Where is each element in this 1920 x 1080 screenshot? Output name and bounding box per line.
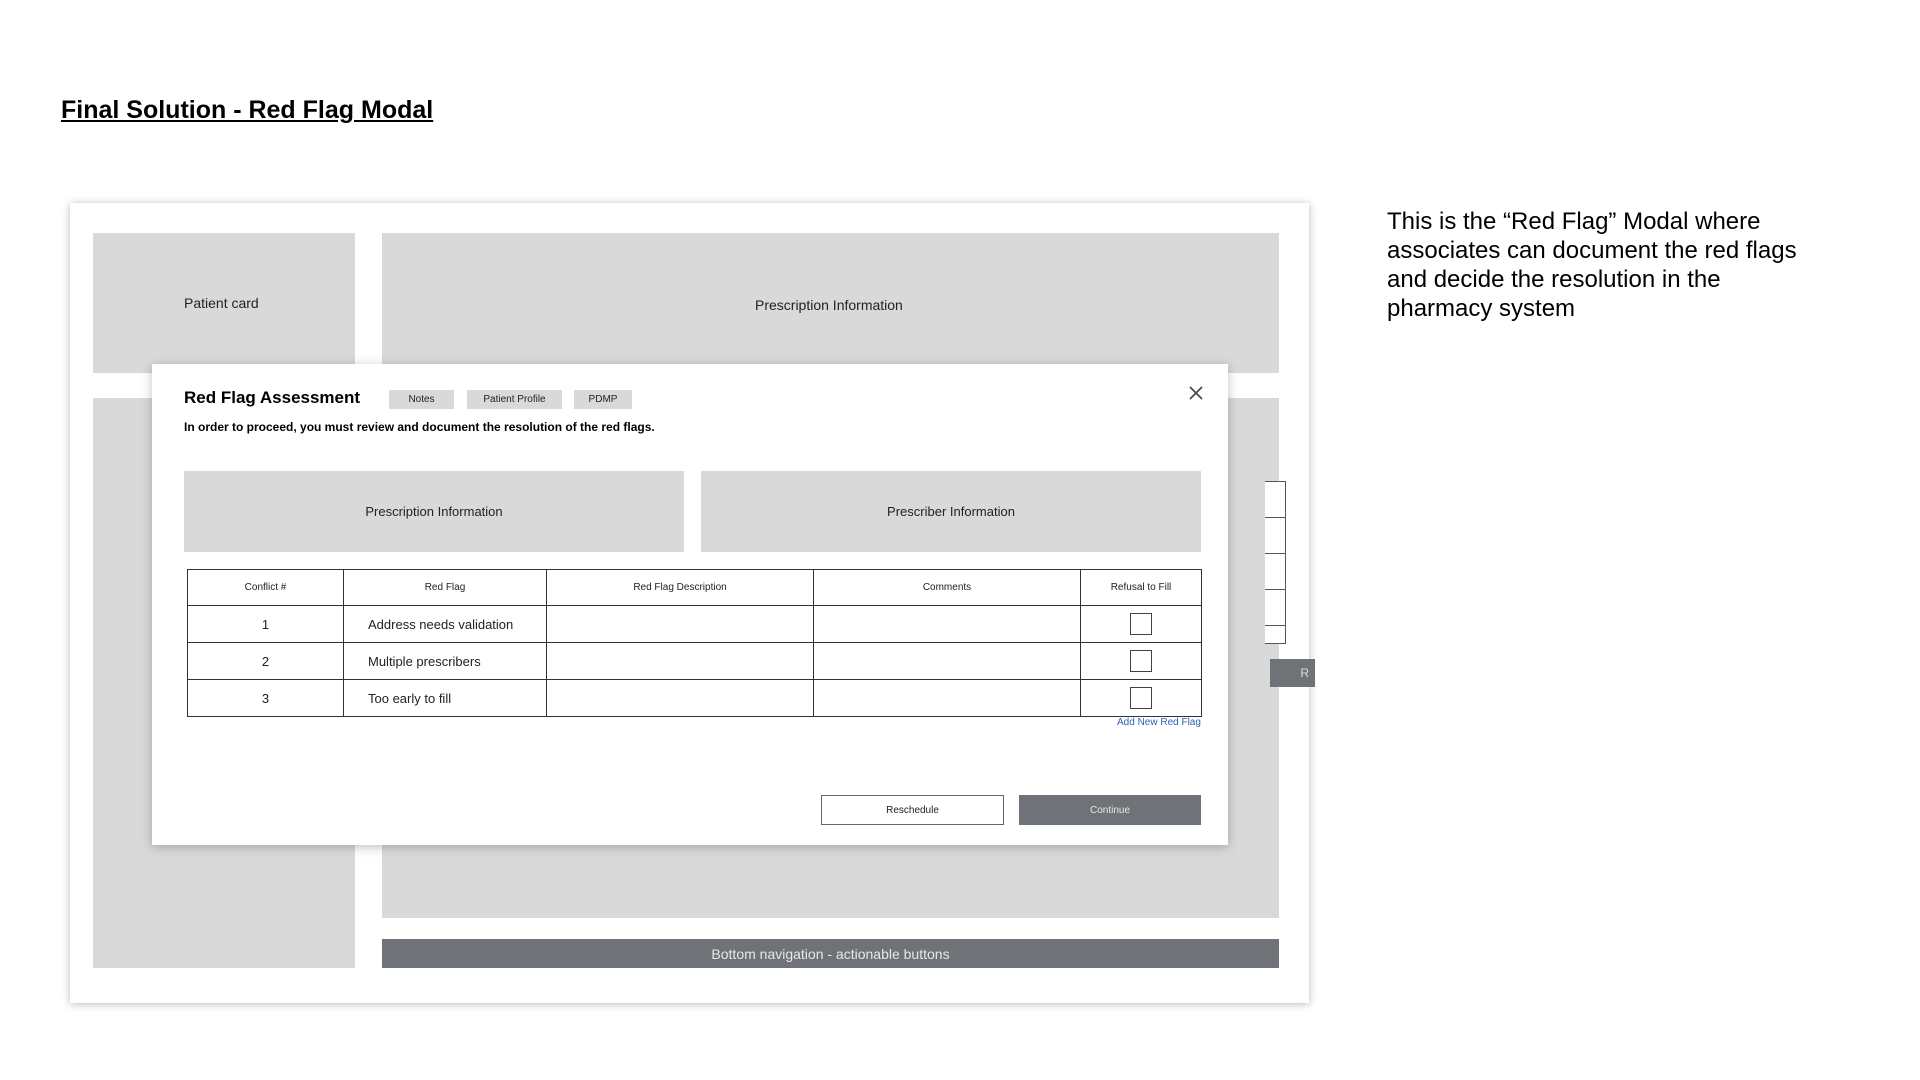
column-header: Conflict #	[188, 570, 344, 606]
column-header: Red Flag	[344, 570, 547, 606]
side-note: This is the “Red Flag” Modal where associates can document the red flags and decide the resolution in the pharmacy system	[1387, 208, 1797, 322]
background-button[interactable]: R	[1270, 659, 1315, 687]
refusal-cell	[1081, 606, 1202, 643]
wireframe-screen	[70, 203, 1309, 1003]
modal-title: Red Flag Assessment	[184, 388, 361, 407]
tab-pdmp[interactable]: PDMP	[574, 390, 632, 409]
comments-cell[interactable]	[814, 606, 1081, 643]
table-row	[188, 680, 1202, 717]
conflict-number: 2	[188, 643, 344, 680]
refusal-cell	[1081, 643, 1202, 680]
table-row	[188, 643, 1202, 680]
table-row	[188, 606, 1202, 643]
continue-button[interactable]: Continue	[1019, 795, 1201, 825]
refusal-cell	[1081, 680, 1202, 717]
modal-prescriber-information: Prescriber Information	[701, 471, 1201, 552]
bottom-navigation[interactable]: Bottom navigation - actionable buttons	[382, 939, 1279, 968]
slide-title: Final Solution - Red Flag Modal	[61, 96, 434, 124]
tab-patient-profile[interactable]: Patient Profile	[467, 390, 562, 409]
red-flag-cell: Too early to fill	[344, 680, 547, 717]
reschedule-button[interactable]: Reschedule	[821, 795, 1004, 825]
description-cell[interactable]	[547, 680, 814, 717]
refusal-checkbox[interactable]	[1130, 650, 1152, 672]
column-header: Comments	[814, 570, 1081, 606]
tab-notes[interactable]: Notes	[389, 390, 454, 409]
red-flag-modal	[152, 364, 1228, 845]
table-header-row	[188, 570, 1202, 606]
red-flag-table	[187, 569, 1202, 717]
add-new-red-flag-link[interactable]: Add New Red Flag	[1117, 717, 1201, 728]
description-cell[interactable]	[547, 643, 814, 680]
red-flag-cell: Address needs validation	[344, 606, 547, 643]
conflict-number: 3	[188, 680, 344, 717]
modal-prescription-information: Prescription Information	[184, 471, 684, 552]
background-table	[1265, 481, 1286, 644]
patient-card	[93, 233, 355, 373]
description-cell[interactable]	[547, 606, 814, 643]
comments-cell[interactable]	[814, 680, 1081, 717]
prescription-information-label: Prescription Information	[755, 297, 903, 313]
modal-instruction: In order to proceed, you must review and document the resolution of the red flags.	[184, 420, 655, 434]
column-header: Refusal to Fill	[1081, 570, 1202, 606]
column-header: Red Flag Description	[547, 570, 814, 606]
refusal-checkbox[interactable]	[1130, 687, 1152, 709]
prescription-information-panel	[382, 233, 1279, 373]
comments-cell[interactable]	[814, 643, 1081, 680]
red-flag-cell: Multiple prescribers	[344, 643, 547, 680]
close-icon[interactable]	[1185, 382, 1207, 404]
conflict-number: 1	[188, 606, 344, 643]
patient-card-label: Patient card	[184, 295, 259, 311]
refusal-checkbox[interactable]	[1130, 613, 1152, 635]
